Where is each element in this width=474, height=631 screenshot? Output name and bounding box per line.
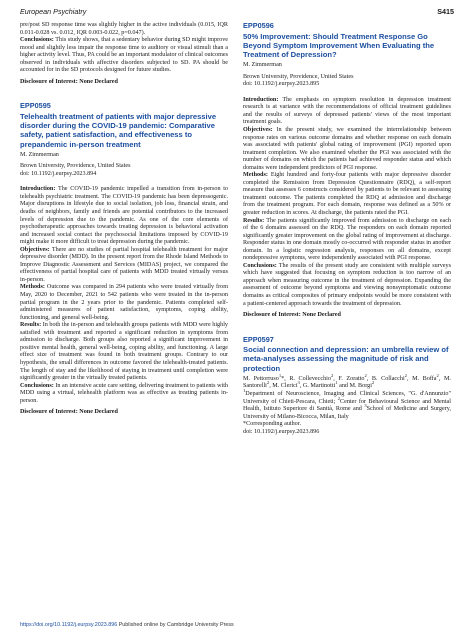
methods-text: Outcome was compared in 294 patients who were treated virtually from May, 2020 to December, 2021 to 542 patients who were treated in the in-person partial program in the 2 years prior to the pandemic. Patients completed self-administered measures of patient satisfaction, symptoms, coping ability, functioning, and general well-being. <box>20 284 228 321</box>
abstract-epp0595 <box>20 102 228 416</box>
abstract-epp0596 <box>243 22 451 320</box>
methods-label: Methods: <box>243 172 268 179</box>
footer-publisher-text: Published online by Cambridge University Press <box>117 622 234 628</box>
introduction-text: The emphasis on symptom resolution in depression treatment research is at variance with the recommendations of official treatment guidelines and the results of surveys of depressed patients' views of the most important treatment goals. <box>243 96 451 126</box>
conclusions-label: Conclusions: <box>20 382 54 389</box>
abstract-epp0597 <box>243 336 451 437</box>
page-number: S415 <box>437 7 454 16</box>
abstract-authors: M. Zimmerman <box>20 151 59 158</box>
page-header <box>20 4 454 20</box>
conclusions-label: Conclusions: <box>243 262 277 269</box>
continued-results: pre/post SD response time was slightly higher in the active individuals (0.015, IQR 0.011-0.028 vs. 0.012, IQR 0.003-0.022, p=0.047). <box>20 22 228 36</box>
abstract-title: Social connection and depression: an umbrella review of meta-analyses assessing the magnitude of risk and protection <box>243 345 449 373</box>
abstract-authors: M. Zimmerman <box>243 62 282 69</box>
continued-conclusions <box>20 37 228 75</box>
conclusions-text: The results of the present study are consistent with multiple surveys which have suggested that focusing on symptom reduction is too narrow of an approach when measuring outcome in the treatment of depression. Expanding the assessment of outcome beyond symptoms and viewing nonsymptomatic outcome domains as critical composites of primary endpoints would be more consistent with a patient-centered approach towards the treatment of depression. <box>243 262 451 307</box>
abstract-authors: M. Pettorruso$^1$*, R. Collevecchio$^2$, F. Zoratto$^2$, B. Collacchi$^2$, M. Boffa$^2$, M. Santorelli$^2$, M. Clerici$^3$, G. Martinotti$^1$ and M. Borgi$^2$ <box>243 372 451 390</box>
abstract-id: EPP0597 <box>243 334 274 344</box>
introduction-text: The COVID-19 pandemic impelled a transition from in-person to telehealth psychiatric treatment. The COVID-19 pandemic has been depressogenic. Major disruptions in lifestyle due to social isolation, job loss, financial strain, and deaths of neighbors, family and friends are potential contributors to the increased levels of depression due to the pandemic. As one of the core elements of psychotherapeutic approaches towards treating depression is behavioral activation and increased social contact the psychosocial limitations imposed by COVID-19 might make it more difficult to treat depression during the pandemic. <box>20 186 228 246</box>
objectives-text: There are no studies of partial hospital telehealth treatment for major depressive disorder (MDD). In the present report from the Rhode Island Methods to Improve Diagnostic Assessment and Services (MIDAS) project, we compared the effectiveness of partial hospital care of patients with MDD treated virtually versus in-person. <box>20 246 228 283</box>
footer-doi-link[interactable]: https://doi.org/10.1192/j.eurpsy.2023.896 <box>20 622 118 628</box>
abstract-id: EPP0596 <box>243 21 274 30</box>
abstract-affiliation: $^1$Department of Neuroscience, Imaging and Clinical Sciences, "G. d'Annunzio" University of Chieti-Pescara, Chieti; $^2$Center for Behavioural Science and Mental Health, Istituto Superiore di Sanità, Rome and $^3$School of Medicine and Surgery, University of Milano-Bicocca, Milan, Italy <box>243 388 451 420</box>
results-label: Results: <box>20 322 42 329</box>
conclusions-text: In an intensive acute care setting, delivering treatment to patients with MDD using a virtual, telehealth platform was as effective as treating patients in-person. <box>20 382 228 404</box>
introduction-paragraph <box>20 186 228 246</box>
disclosure-statement: Disclosure of Interest: None Declared <box>243 312 341 319</box>
objectives-paragraph <box>243 127 451 172</box>
objectives-paragraph <box>20 247 228 285</box>
introduction-label: Introduction: <box>20 186 56 193</box>
abstract-doi[interactable]: doi: 10.1192/j.eurpsy.2023.894 <box>20 170 97 177</box>
conclusions-label: Conclusions: <box>20 37 54 44</box>
left-column <box>20 22 228 417</box>
disclosure-statement: Disclosure of Interest: None Declared <box>20 78 118 85</box>
conclusions-paragraph <box>20 383 228 406</box>
methods-paragraph <box>20 284 228 322</box>
abstract-id: EPP0595 <box>20 101 51 111</box>
right-column <box>243 22 451 436</box>
abstract-title: Telehealth treatment of patients with major depressive disorder during the COVID-19 pandemic: Comparative safety, patient satisfaction, and effectiveness to prepandemic in-person treatment <box>20 111 217 149</box>
results-label: Results: <box>243 217 265 224</box>
abstract-title: 50% Improvement: Should Treatment Response Go Beyond Symptom Improvement When Evaluating the Treatment of Depression? <box>243 31 435 59</box>
objectives-label: Objectives: <box>20 246 50 253</box>
disclosure-statement: Disclosure of Interest: None Declared <box>20 409 118 416</box>
abstract-affiliation: Brown University, Providence, United States <box>20 163 131 170</box>
abstract-doi[interactable]: doi: 10.1192/j.eurpsy.2023.896 <box>243 428 320 435</box>
methods-label: Methods: <box>20 284 45 291</box>
corresponding-author: *Corresponding author. <box>243 421 301 428</box>
journal-name: European Psychiatry <box>20 7 87 16</box>
objectives-text: In the present study, we examined the interrelationship between response rates on various outcome domains and whether response on each domain was associated with patients' global rating of improvement (PGI) reported upon treatment completion. We also examined whether the PGI was associated with the number of domains on which the patients had achieved responder status and which domains were independent predictors of PGI response. <box>243 126 451 171</box>
conclusions-text: This study shows, that a sedentary behavior during SD might improve mood and slightly less impair the response time to auditory or visual stimuli than a higher activity level. Thus, PA could be an important modulator of clinical outcomes observed in individuals with affective disorders subjected to SD. PA should be accounted for in the SD protocols designed for future studies. <box>20 37 228 74</box>
methods-paragraph <box>243 172 451 217</box>
conclusions-paragraph <box>243 263 451 308</box>
results-paragraph <box>20 322 228 382</box>
introduction-paragraph <box>243 97 451 127</box>
page-footer <box>20 622 454 628</box>
results-paragraph <box>243 218 451 263</box>
objectives-label: Objectives: <box>243 126 273 133</box>
results-text: In both the in-person and telehealth groups patients with MDD were highly satisfied with treatment and reported a significant reduction in symptoms from admission to discharge. Both groups also reported a significant improvement in positive mental health, general well-being, coping ability, and functioning. A large effect size of treatment was found in both treatment groups. Contrary to our hypothesis, the small differences in outcome favored the telehealth-treated patients. The length of stay and the likelihood of staying in treatment until completion were significantly greater in the virtually treated patients. <box>20 322 228 382</box>
abstract-doi[interactable]: doi: 10.1192/j.eurpsy.2023.895 <box>243 81 320 88</box>
abstract-affiliation: Brown University, Providence, United States <box>243 73 354 80</box>
results-text: The patients significantly improved from admission to discharge on each of the 6 domains assessed on the RDQ. The responders on each domain reported significantly greater improvement on the global rating of improvement at discharge. Responder status in one domain mostly co-occurred with responder status in another domain. In a logistic regression analysis, responses on all domains, except nondepressive symptoms, were independently associated with PGI response. <box>243 217 451 262</box>
introduction-label: Introduction: <box>243 96 279 103</box>
methods-text: Eight hundred and forty-four patients with major depressive disorder completed the Remission from Depression Questionnaire (RDQ), a self-report measure that assesses 6 constructs considered by patients to be relevant to assessing treatment outcome. The patients completed the RDQ at admission and discharge from the treatment program. For each domain, response was defined as a 50% or greater reduction in scores. At discharge, the patients rated the PGI. <box>243 172 451 216</box>
